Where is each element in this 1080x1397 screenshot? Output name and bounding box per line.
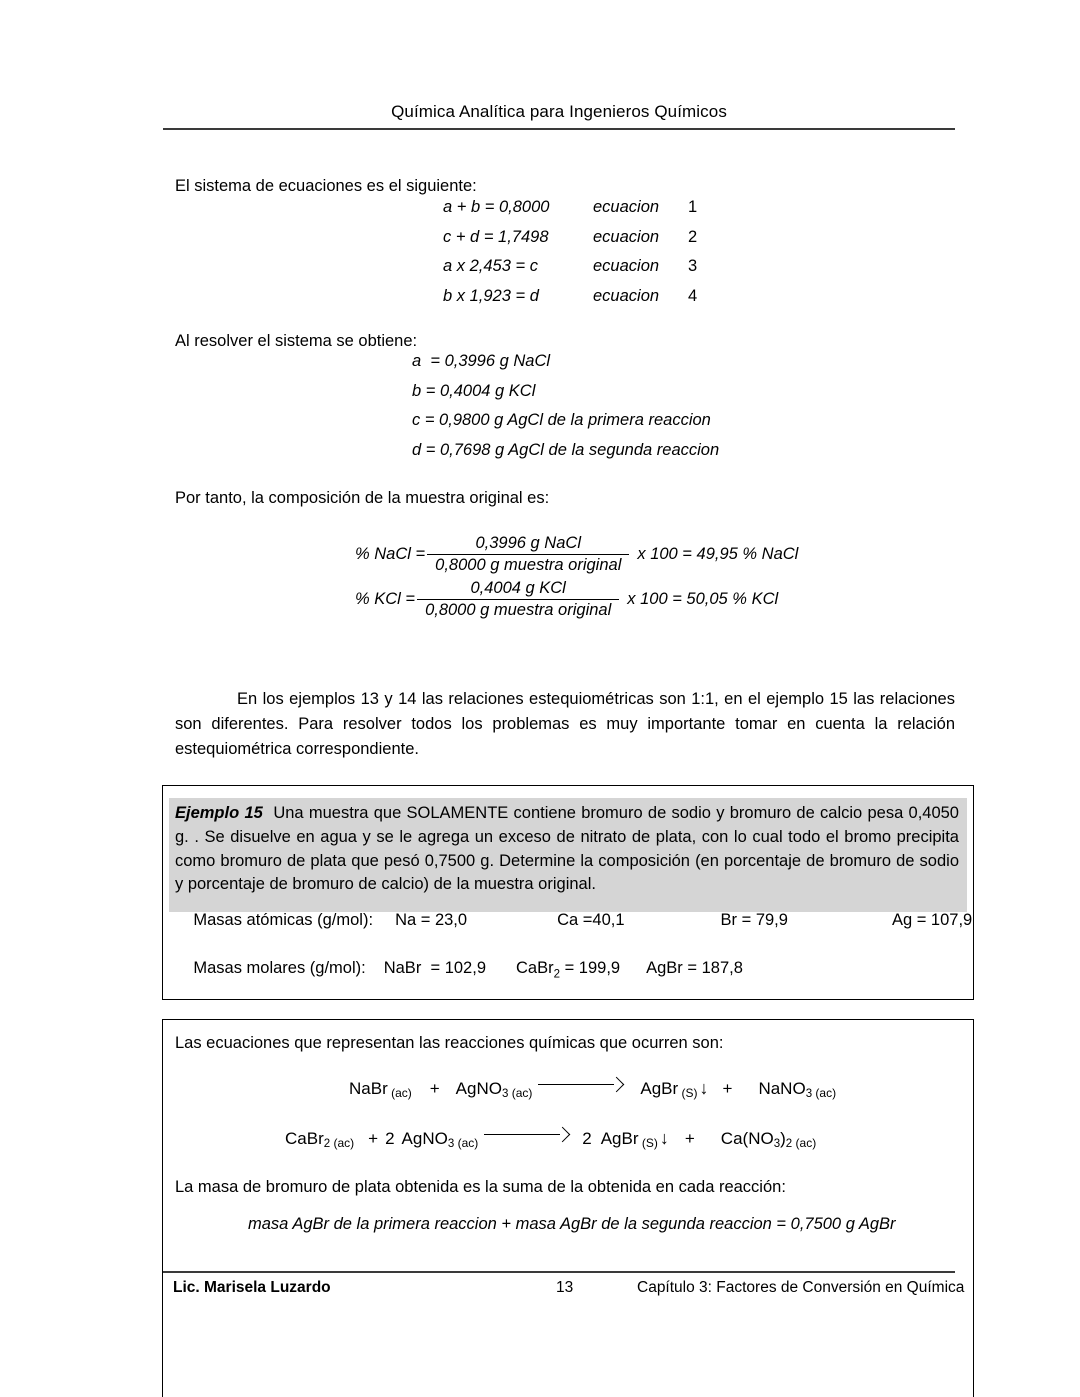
product-agbr: AgBr — [640, 1079, 679, 1098]
reactions-intro-text: Las ecuaciones que representan las reacciones químicas que ocurren son: — [175, 1034, 724, 1052]
precipitate-down-arrow-icon: ↓ — [699, 1078, 709, 1098]
state-s: (S) — [638, 1136, 658, 1150]
plus-sign: + — [684, 1129, 695, 1148]
equation-row — [443, 228, 697, 258]
fraction-denominator: 0,8000 g muestra original — [417, 599, 619, 620]
plus-sign: + — [722, 1079, 733, 1098]
percentage-equations — [355, 534, 798, 624]
plus-sign: + — [368, 1129, 379, 1148]
fraction-numerator: 0,3996 g NaCl — [475, 534, 581, 552]
mass-sum-equation: masa AgBr de la primera reaccion + masa AgBr de la segunda reaccion = 0,7500 g AgBr — [248, 1215, 896, 1233]
reactant-cabr2: CaBr$_2$ — [285, 1129, 331, 1150]
percent-label: % NaCl = — [355, 545, 426, 563]
equation-expression: c + d = 1,7498 — [443, 227, 549, 246]
equation-label: ecuacion — [593, 286, 660, 305]
note-text: En los ejemplos 13 y 14 las relaciones estequiométricas son 1:1, en el ejemplo 15 las relaciones son diferentes. Para resolver todos los problemas es muy importante tomar en cuenta la relación estequiométrica correspondiente. — [175, 690, 955, 759]
molar-mass-cabr2: CaBr$_2$ = 199,9 — [516, 959, 621, 981]
state-s: (S) — [678, 1086, 698, 1100]
fraction-numerator: 0,4004 g KCl — [470, 579, 566, 597]
reactant-nabr: NaBr — [349, 1079, 388, 1098]
reaction-arrow-icon — [484, 1127, 570, 1141]
coefficient-2: 2 — [582, 1129, 592, 1148]
page-header-title: Química Analítica para Ingenieros Químicos — [391, 102, 727, 121]
reaction-equation-1 — [349, 1078, 836, 1099]
equation-row — [443, 198, 697, 228]
precipitate-down-arrow-icon: ↓ — [659, 1128, 669, 1148]
atomic-mass-na: Na = 23,0 — [395, 911, 468, 929]
example-15-statement — [175, 802, 959, 897]
reaction-equation-2 — [285, 1128, 816, 1149]
molar-mass-agbr: AgBr = 187,8 — [646, 959, 743, 977]
equation-expression: a x 2,453 = c — [443, 257, 538, 275]
header-divider — [163, 128, 955, 130]
composition-intro-text: Por tanto, la composición de la muestra original es: — [175, 489, 550, 507]
example-15-title: Ejemplo 15 — [175, 804, 263, 822]
molar-mass-nabr: NaBr = 102,9 — [383, 959, 486, 977]
product-agbr: AgBr — [600, 1129, 639, 1148]
reactions-box — [162, 1019, 974, 1397]
fraction — [417, 579, 619, 620]
state-ac: (ac) — [454, 1136, 479, 1150]
equation-number: 4 — [688, 286, 698, 305]
fraction-denominator: 0,8000 g muestra original — [427, 554, 629, 575]
atomic-mass-ag: Ag = 107,9 — [891, 911, 973, 929]
fraction — [427, 534, 629, 575]
system-intro-text: El sistema de ecuaciones es el siguiente: — [175, 177, 477, 195]
molar-masses-label: Masas molares (g/mol): — [193, 959, 366, 977]
reactant-agno3: AgNO$_3$ — [401, 1129, 455, 1150]
solution-value: c = 0,9800 g AgCl de la primera reaccion — [412, 411, 711, 429]
percent-result: x 100 = 49,95 % NaCl — [637, 545, 799, 563]
equation-label: ecuacion — [593, 198, 660, 216]
state-ac: (ac) — [508, 1086, 533, 1100]
state-ac: (ac) — [812, 1086, 837, 1100]
footer-chapter: Capítulo 3: Factores de Conversión en Química — [637, 1279, 965, 1296]
equation-row — [443, 257, 697, 287]
plus-sign: + — [429, 1079, 440, 1098]
equation-label: ecuacion — [593, 257, 660, 275]
percentage-equation-kcl — [355, 579, 798, 620]
atomic-mass-br: Br = 79,9 — [720, 911, 788, 929]
product-nano3: NaNO$_3$ — [758, 1079, 813, 1100]
atomic-masses-label: Masas atómicas (g/mol): — [193, 911, 374, 929]
solution-value: d = 0,7698 g AgCl de la segunda reaccion — [412, 440, 720, 459]
equation-list — [443, 198, 697, 316]
reactant-agno3: AgNO$_3$ — [455, 1079, 509, 1100]
solution-value-list — [412, 352, 719, 470]
footer-divider — [163, 1271, 955, 1273]
product-ca-no3-2: $Ca(NO_3)_2$ — [720, 1129, 793, 1150]
example-15-body: Una muestra que SOLAMENTE contiene bromuro de sodio y bromuro de calcio pesa 0,4050 g. . Se disuelve en agua y se le agrega un exceso de nitrato de plata, con lo cual todo el bromo precipita como bromuro de plata que pesó 0,7500 g. Determine la composición (en porcentaje de bromuro de sodio y porcentaje de bromuro de calcio) de la muestra original. — [175, 804, 959, 894]
percent-label: % KCl = — [355, 590, 416, 608]
molar-masses-row — [175, 940, 743, 999]
atomic-mass-ca: Ca =40,1 — [557, 911, 625, 929]
coefficient-2: 2 — [385, 1129, 395, 1148]
percentage-equation-nacl — [355, 534, 798, 575]
equation-number: 3 — [688, 257, 698, 275]
footer-page-number: 13 — [556, 1279, 574, 1296]
equation-row — [443, 287, 697, 317]
equation-expression: b x 1,923 = d — [443, 286, 539, 305]
equation-expression: a + b = 0,8000 — [443, 198, 550, 216]
state-ac: (ac) — [792, 1136, 817, 1150]
percent-result: x 100 = 50,05 % KCl — [627, 590, 779, 608]
equation-number: 1 — [688, 198, 698, 216]
equation-label: ecuacion — [593, 227, 660, 246]
solution-intro-text: Al resolver el sistema se obtiene: — [175, 332, 418, 350]
state-ac: (ac) — [387, 1086, 412, 1100]
solution-value: b = 0,4004 g KCl — [412, 381, 536, 400]
footer-author: Lic. Marisela Luzardo — [173, 1279, 331, 1296]
reaction-arrow-icon — [538, 1077, 624, 1091]
mass-sum-text: La masa de bromuro de plata obtenida es la suma de la obtenida en cada reacción: — [175, 1178, 786, 1196]
stoichiometry-note-paragraph — [175, 687, 955, 762]
solution-value: a = 0,3996 g NaCl — [412, 352, 551, 370]
equation-number: 2 — [688, 227, 698, 246]
state-ac: (ac) — [330, 1136, 355, 1150]
